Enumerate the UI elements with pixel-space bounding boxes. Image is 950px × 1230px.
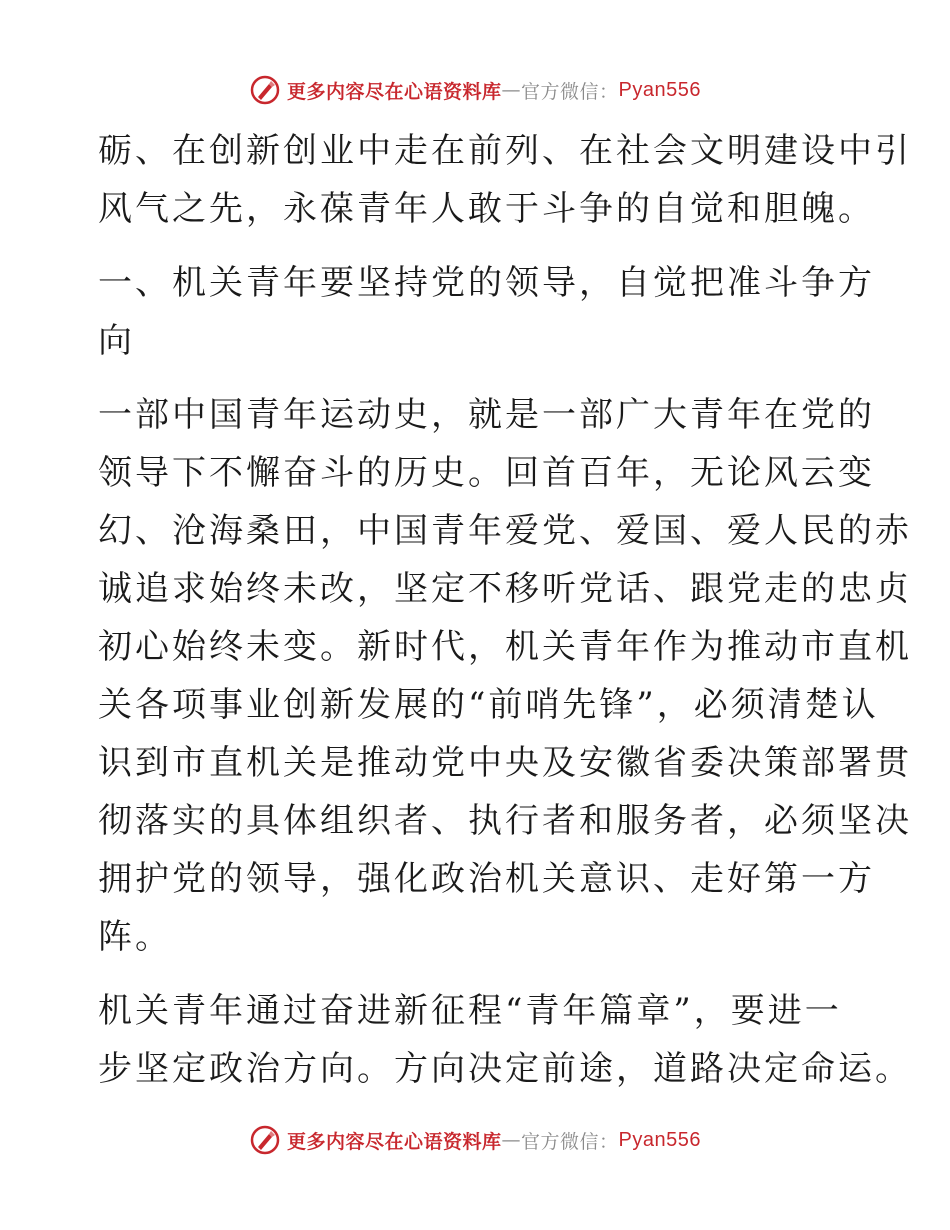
watermark-site-name: 更多内容尽在心语资料库	[287, 80, 502, 103]
watermark-account: Pyan556	[618, 78, 701, 101]
text-line: 领导下不懈奋斗的历史。回首百年，无论风云变	[98, 453, 875, 493]
pen-logo-icon	[249, 74, 281, 106]
text-line: 风气之先，永葆青年人敢于斗争的自觉和胆魄。	[98, 189, 875, 229]
footer-watermark	[0, 1124, 950, 1156]
section-heading	[98, 254, 875, 370]
header-watermark	[0, 74, 950, 106]
text-line: 阵。	[98, 917, 172, 957]
watermark-dash: —	[501, 1129, 522, 1151]
paragraph-1	[98, 122, 912, 238]
document-body	[98, 122, 912, 1114]
watermark-wechat-label: 官方微信：	[521, 80, 619, 103]
paragraph-4	[98, 982, 912, 1098]
paragraph-3	[98, 386, 912, 966]
text-line: 识到市直机关是推动党中央及安徽省委决策部署贯	[98, 743, 912, 783]
watermark-account: Pyan556	[618, 1128, 701, 1151]
text-line: 砺、在创新创业中走在前列、在社会文明建设中引	[98, 131, 912, 171]
text-line: 彻落实的具体组织者、执行者和服务者，必须坚决	[98, 801, 912, 841]
watermark-dash: —	[501, 79, 522, 101]
text-line: 诚追求始终未改，坚定不移听党话、跟党走的忠贞	[98, 569, 912, 609]
text-line: 机关青年通过奋进新征程“青年篇章”，要进一	[98, 991, 842, 1031]
watermark-site-name: 更多内容尽在心语资料库	[287, 1130, 502, 1153]
text-line: 幻、沧海桑田，中国青年爱党、爱国、爱人民的赤	[98, 511, 912, 551]
text-line: 一、机关青年要坚持党的领导，自觉把准斗争方	[98, 263, 875, 303]
text-line: 步坚定政治方向。方向决定前途，道路决定命运。	[98, 1049, 912, 1089]
text-line: 初心始终未变。新时代，机关青年作为推动市直机	[98, 627, 912, 667]
text-line: 一部中国青年运动史，就是一部广大青年在党的	[98, 395, 875, 435]
text-line: 关各项事业创新发展的“前哨先锋”，必须清楚认	[98, 685, 879, 725]
watermark-wechat-label: 官方微信：	[521, 1130, 619, 1153]
text-line: 拥护党的领导，强化政治机关意识、走好第一方	[98, 859, 875, 899]
pen-logo-icon	[249, 1124, 281, 1156]
text-line: 向	[98, 321, 135, 361]
